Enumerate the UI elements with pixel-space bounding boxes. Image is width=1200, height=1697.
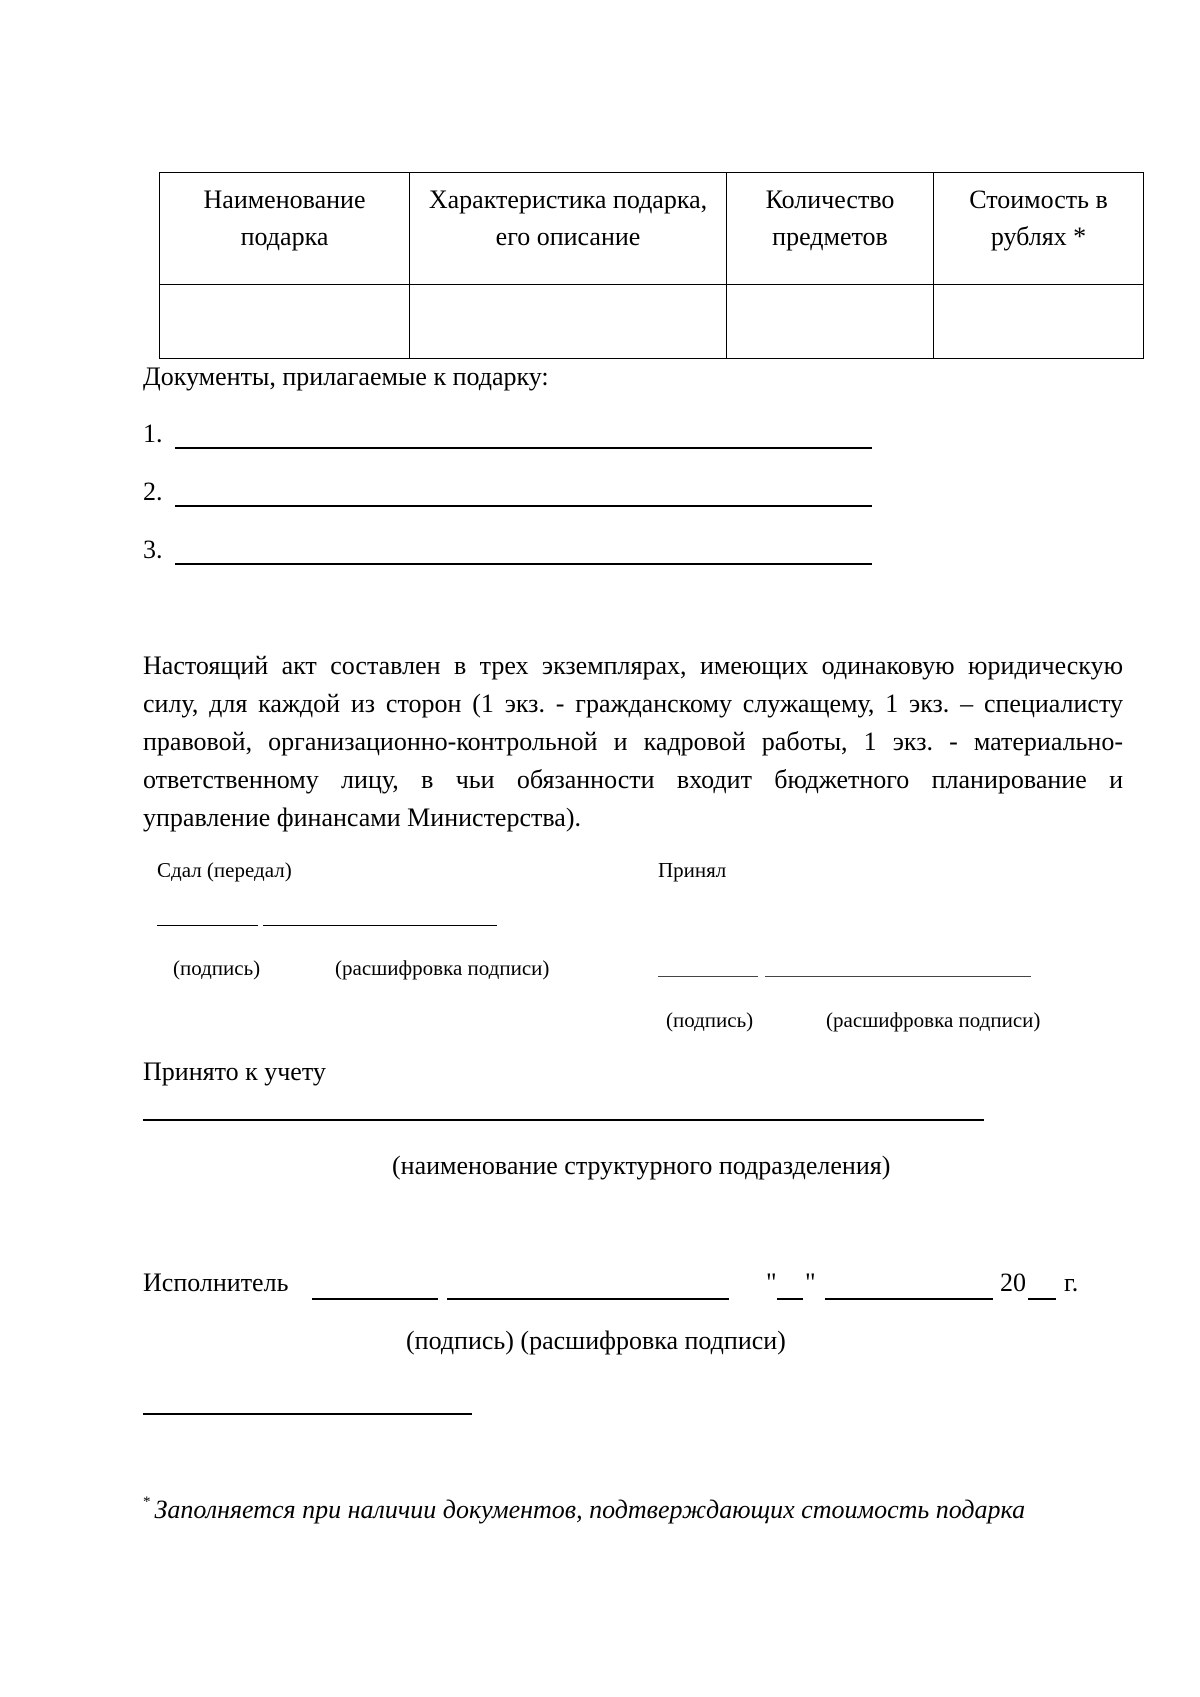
date-quote-open: " — [766, 1268, 777, 1297]
unit-name-label: (наименование структурного подразделения) — [392, 1151, 891, 1180]
executor-sublabel: (подпись) (расшифровка подписи) — [406, 1326, 786, 1355]
left-signature-label: (подпись) — [173, 956, 261, 980]
header-gift-name: Наименование подарка — [160, 173, 410, 285]
document-line-2[interactable] — [143, 477, 175, 507]
date-day-line[interactable] — [777, 1298, 803, 1300]
year-line[interactable] — [1028, 1298, 1056, 1300]
document-fill-line — [175, 505, 872, 507]
right-name-label: (расшифровка подписи) — [826, 1008, 1041, 1032]
received-title: Принял — [658, 858, 727, 882]
year-prefix: 20 — [1000, 1268, 1026, 1297]
document-line-1[interactable] — [143, 419, 175, 449]
accepted-for-accounting-title: Принято к учету — [143, 1057, 326, 1086]
date-quote-close: " — [805, 1268, 816, 1297]
footnote — [143, 1494, 1025, 1525]
footnote-separator — [143, 1413, 472, 1415]
executor-signature-line[interactable] — [312, 1298, 438, 1300]
unit-name-line[interactable] — [143, 1119, 984, 1121]
date-month-line[interactable] — [825, 1298, 993, 1300]
table-row — [160, 285, 1144, 359]
left-signature-line[interactable] — [157, 925, 258, 926]
cell-gift-description[interactable] — [410, 285, 727, 359]
header-gift-description: Характеристика подарка, его описание — [410, 173, 727, 285]
document-number: 3. — [143, 535, 163, 564]
year-suffix: г. — [1064, 1268, 1079, 1297]
gift-table — [159, 172, 1144, 359]
left-name-label: (расшифровка подписи) — [335, 956, 550, 980]
document-fill-line — [175, 447, 872, 449]
footnote-marker: * — [143, 1494, 151, 1510]
copies-paragraph: Настоящий акт составлен в трех экземплярах, имеющих одинаковую юридическую силу, для каждой из сторон (1 экз. - гражданскому служащему, 1 экз. – специалисту правовой, организационно-контрольной и кадровой работы, 1 экз. - материально-ответственному лицу, в чьи обязанности входит бюджетного планирование и управление финансами Министерства). — [143, 651, 1123, 832]
document-number: 1. — [143, 419, 163, 448]
executor-label: Исполнитель — [143, 1268, 289, 1297]
header-cost-rubles: Стоимость в рублях * — [934, 173, 1144, 285]
right-signature-label: (подпись) — [666, 1008, 754, 1032]
executor-name-line[interactable] — [447, 1298, 729, 1300]
cell-item-count[interactable] — [727, 285, 934, 359]
table-header-row — [160, 173, 1144, 285]
left-name-line[interactable] — [263, 925, 497, 926]
document-line-3[interactable] — [143, 535, 175, 565]
attached-documents-title: Документы, прилагаемые к подарку: — [143, 362, 549, 391]
right-name-line[interactable] — [765, 976, 1031, 977]
document-number: 2. — [143, 477, 163, 506]
handed-over-title: Сдал (передал) — [157, 858, 292, 882]
right-signature-line[interactable] — [658, 976, 758, 977]
header-item-count: Количество предметов — [727, 173, 934, 285]
footnote-text: Заполняется при наличии документов, подтверждающих стоимость подарка — [154, 1495, 1026, 1524]
cell-gift-name[interactable] — [160, 285, 410, 359]
cell-cost-rubles[interactable] — [934, 285, 1144, 359]
document-fill-line — [175, 563, 872, 565]
